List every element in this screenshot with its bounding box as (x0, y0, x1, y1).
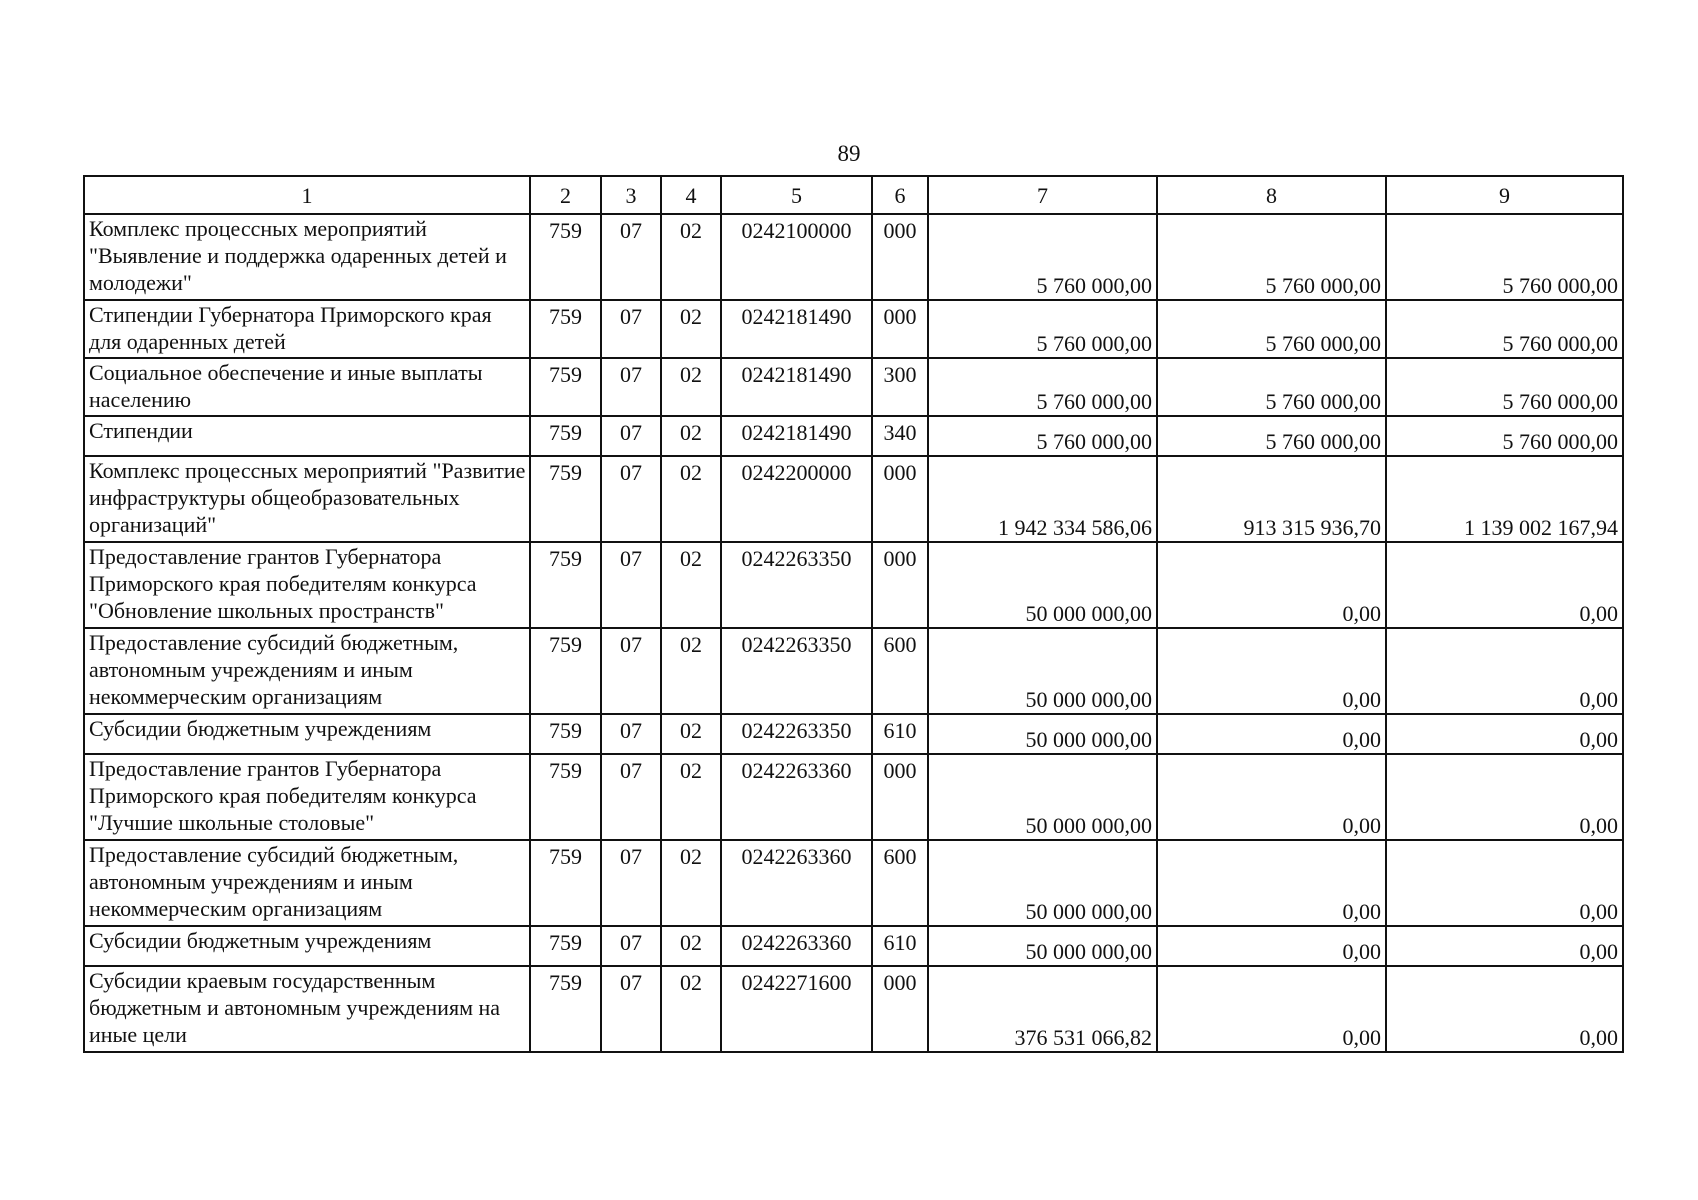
cell-target-item-code: 0242200000 (721, 456, 872, 542)
cell-amount-col8: 5 760 000,00 (1157, 300, 1386, 358)
cell-ministry-code: 759 (530, 300, 601, 358)
column-header-5: 5 (721, 176, 872, 214)
cell-ministry-code: 759 (530, 628, 601, 714)
cell-section-code: 07 (601, 714, 661, 754)
cell-amount-col9: 0,00 (1386, 754, 1623, 840)
cell-amount-col8: 0,00 (1157, 926, 1386, 966)
cell-ministry-code: 759 (530, 456, 601, 542)
row-description: Предоставление грантов Губернатора Приморского края победителям конкурса "Лучшие школьные столовые" (84, 754, 530, 840)
table-row (84, 926, 1623, 966)
cell-amount-col7: 50 000 000,00 (928, 754, 1157, 840)
cell-expense-type-code: 000 (872, 542, 928, 628)
column-header-8: 8 (1157, 176, 1386, 214)
row-description: Комплекс процессных мероприятий "Выявление и поддержка одаренных детей и молодежи" (84, 214, 530, 300)
cell-subsection-code: 02 (661, 358, 721, 416)
cell-target-item-code: 0242263350 (721, 714, 872, 754)
cell-amount-col9: 5 760 000,00 (1386, 214, 1623, 300)
row-description: Субсидии бюджетным учреждениям (84, 714, 530, 754)
cell-amount-col9: 5 760 000,00 (1386, 416, 1623, 456)
column-header-6: 6 (872, 176, 928, 214)
cell-ministry-code: 759 (530, 416, 601, 456)
cell-subsection-code: 02 (661, 714, 721, 754)
cell-section-code: 07 (601, 416, 661, 456)
cell-ministry-code: 759 (530, 926, 601, 966)
budget-table (83, 175, 1624, 1053)
cell-expense-type-code: 000 (872, 300, 928, 358)
table-row (84, 214, 1623, 300)
page-number: 89 (837, 141, 861, 166)
cell-amount-col8: 913 315 936,70 (1157, 456, 1386, 542)
cell-amount-col8: 0,00 (1157, 840, 1386, 926)
cell-amount-col7: 5 760 000,00 (928, 358, 1157, 416)
cell-subsection-code: 02 (661, 966, 721, 1052)
cell-amount-col9: 5 760 000,00 (1386, 300, 1623, 358)
cell-expense-type-code: 600 (872, 840, 928, 926)
cell-subsection-code: 02 (661, 456, 721, 542)
row-description: Стипендии (84, 416, 530, 456)
cell-ministry-code: 759 (530, 966, 601, 1052)
table-row (84, 714, 1623, 754)
table-row (84, 754, 1623, 840)
cell-expense-type-code: 000 (872, 966, 928, 1052)
cell-amount-col8: 5 760 000,00 (1157, 358, 1386, 416)
cell-target-item-code: 0242263350 (721, 542, 872, 628)
cell-subsection-code: 02 (661, 754, 721, 840)
cell-expense-type-code: 000 (872, 214, 928, 300)
cell-target-item-code: 0242263360 (721, 926, 872, 966)
table-body (84, 214, 1623, 1052)
cell-expense-type-code: 000 (872, 456, 928, 542)
row-description: Предоставление субсидий бюджетным, автономным учреждениям и иным некоммерческим организациям (84, 628, 530, 714)
cell-amount-col8: 5 760 000,00 (1157, 214, 1386, 300)
cell-amount-col7: 50 000 000,00 (928, 628, 1157, 714)
cell-amount-col9: 0,00 (1386, 714, 1623, 754)
table-row (84, 456, 1623, 542)
cell-section-code: 07 (601, 456, 661, 542)
row-description: Субсидии бюджетным учреждениям (84, 926, 530, 966)
cell-subsection-code: 02 (661, 542, 721, 628)
table-row (84, 542, 1623, 628)
cell-amount-col8: 0,00 (1157, 542, 1386, 628)
cell-ministry-code: 759 (530, 358, 601, 416)
cell-amount-col8: 0,00 (1157, 754, 1386, 840)
cell-section-code: 07 (601, 300, 661, 358)
column-header-7: 7 (928, 176, 1157, 214)
cell-subsection-code: 02 (661, 840, 721, 926)
cell-section-code: 07 (601, 358, 661, 416)
cell-amount-col7: 5 760 000,00 (928, 214, 1157, 300)
cell-amount-col7: 50 000 000,00 (928, 840, 1157, 926)
column-header-2: 2 (530, 176, 601, 214)
row-description: Субсидии краевым государственным бюджетным и автономным учреждениям на иные цели (84, 966, 530, 1052)
cell-ministry-code: 759 (530, 542, 601, 628)
cell-section-code: 07 (601, 214, 661, 300)
cell-amount-col8: 0,00 (1157, 628, 1386, 714)
cell-expense-type-code: 600 (872, 628, 928, 714)
cell-amount-col8: 0,00 (1157, 714, 1386, 754)
row-description: Предоставление субсидий бюджетным, автономным учреждениям и иным некоммерческим организациям (84, 840, 530, 926)
cell-amount-col9: 5 760 000,00 (1386, 358, 1623, 416)
cell-target-item-code: 0242100000 (721, 214, 872, 300)
cell-amount-col9: 0,00 (1386, 840, 1623, 926)
cell-subsection-code: 02 (661, 628, 721, 714)
cell-expense-type-code: 610 (872, 714, 928, 754)
table-row (84, 300, 1623, 358)
cell-amount-col9: 0,00 (1386, 542, 1623, 628)
table-header (84, 176, 1623, 214)
cell-subsection-code: 02 (661, 416, 721, 456)
cell-amount-col7: 50 000 000,00 (928, 714, 1157, 754)
cell-amount-col8: 0,00 (1157, 966, 1386, 1052)
cell-amount-col9: 1 139 002 167,94 (1386, 456, 1623, 542)
row-description: Социальное обеспечение и иные выплаты населению (84, 358, 530, 416)
cell-target-item-code: 0242271600 (721, 966, 872, 1052)
cell-target-item-code: 0242263350 (721, 628, 872, 714)
cell-section-code: 07 (601, 966, 661, 1052)
cell-subsection-code: 02 (661, 214, 721, 300)
cell-ministry-code: 759 (530, 754, 601, 840)
cell-amount-col7: 50 000 000,00 (928, 542, 1157, 628)
cell-target-item-code: 0242181490 (721, 300, 872, 358)
cell-target-item-code: 0242181490 (721, 416, 872, 456)
table-row (84, 628, 1623, 714)
cell-expense-type-code: 340 (872, 416, 928, 456)
column-header-3: 3 (601, 176, 661, 214)
column-header-4: 4 (661, 176, 721, 214)
cell-section-code: 07 (601, 542, 661, 628)
cell-target-item-code: 0242181490 (721, 358, 872, 416)
cell-amount-col9: 0,00 (1386, 926, 1623, 966)
header-row (84, 176, 1623, 214)
cell-section-code: 07 (601, 926, 661, 966)
cell-amount-col9: 0,00 (1386, 966, 1623, 1052)
cell-expense-type-code: 610 (872, 926, 928, 966)
row-description: Предоставление грантов Губернатора Приморского края победителям конкурса "Обновление школьных пространств" (84, 542, 530, 628)
cell-section-code: 07 (601, 628, 661, 714)
cell-amount-col9: 0,00 (1386, 628, 1623, 714)
cell-subsection-code: 02 (661, 300, 721, 358)
cell-amount-col7: 5 760 000,00 (928, 416, 1157, 456)
cell-ministry-code: 759 (530, 840, 601, 926)
cell-ministry-code: 759 (530, 214, 601, 300)
cell-amount-col7: 5 760 000,00 (928, 300, 1157, 358)
column-header-9: 9 (1386, 176, 1623, 214)
cell-amount-col7: 376 531 066,82 (928, 966, 1157, 1052)
table-row (84, 966, 1623, 1052)
cell-section-code: 07 (601, 840, 661, 926)
cell-expense-type-code: 000 (872, 754, 928, 840)
cell-target-item-code: 0242263360 (721, 754, 872, 840)
cell-ministry-code: 759 (530, 714, 601, 754)
column-header-1: 1 (84, 176, 530, 214)
cell-amount-col7: 50 000 000,00 (928, 926, 1157, 966)
row-description: Стипендии Губернатора Приморского края для одаренных детей (84, 300, 530, 358)
cell-amount-col8: 5 760 000,00 (1157, 416, 1386, 456)
table-row (84, 358, 1623, 416)
cell-amount-col7: 1 942 334 586,06 (928, 456, 1157, 542)
table-row (84, 840, 1623, 926)
row-description: Комплекс процессных мероприятий "Развитие инфраструктуры общеобразовательных организаций" (84, 456, 530, 542)
cell-expense-type-code: 300 (872, 358, 928, 416)
table-row (84, 416, 1623, 456)
cell-target-item-code: 0242263360 (721, 840, 872, 926)
cell-subsection-code: 02 (661, 926, 721, 966)
cell-section-code: 07 (601, 754, 661, 840)
